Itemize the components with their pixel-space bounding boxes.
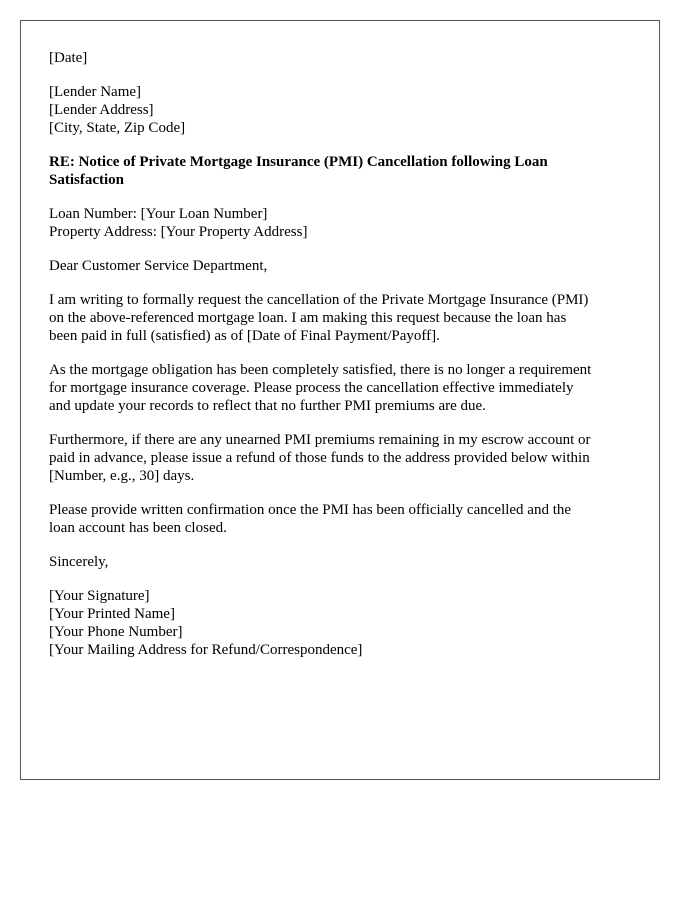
- salutation: Dear Customer Service Department,: [49, 258, 268, 274]
- subject-line-1: RE: Notice of Private Mortgage Insurance (PMI) Cancellation following Loan: [49, 154, 548, 170]
- date-block: [49, 49, 635, 67]
- subject-line-2: Satisfaction: [49, 172, 124, 188]
- mailing-address: [Your Mailing Address for Refund/Correspondence]: [49, 642, 363, 658]
- loan-number: Loan Number: [Your Loan Number]: [49, 206, 268, 222]
- lender-address: [Lender Address]: [49, 102, 154, 118]
- lender-address-block: [49, 83, 635, 137]
- body-paragraph-2: As the mortgage obligation has been completely satisfied, there is no longer a requirement for mortgage insurance coverage. Please process the cancellation effective immediately and update your records to reflect that no further PMI premiums are due.: [49, 362, 592, 414]
- subject-line: [49, 153, 635, 189]
- phone-number: [Your Phone Number]: [49, 624, 183, 640]
- loan-info-block: [49, 205, 635, 241]
- closing: Sincerely,: [49, 554, 109, 570]
- letter-page: [20, 20, 660, 780]
- date-line: [Date]: [49, 50, 88, 66]
- body-paragraph-4: Please provide written confirmation once the PMI has been officially cancelled and the loan account has been closed.: [49, 502, 572, 536]
- signature-line: [Your Signature]: [49, 588, 150, 604]
- signature-block: [49, 587, 635, 659]
- body-paragraph-1: I am writing to formally request the cancellation of the Private Mortgage Insurance (PMI) on the above-referenced mortgage loan. I am making this request because the loan has been paid in full (satisfied) as of [Date of Final Payment/Payoff].: [49, 292, 589, 344]
- property-address: Property Address: [Your Property Address]: [49, 224, 308, 240]
- lender-name: [Lender Name]: [49, 84, 142, 100]
- printed-name: [Your Printed Name]: [49, 606, 175, 622]
- lender-city-state-zip: [City, State, Zip Code]: [49, 120, 186, 136]
- letter-content: [49, 49, 635, 675]
- body-paragraph-3: Furthermore, if there are any unearned PMI premiums remaining in my escrow account or paid in advance, please issue a refund of those funds to the address provided below within [Number, e.g., 30] days.: [49, 432, 591, 484]
